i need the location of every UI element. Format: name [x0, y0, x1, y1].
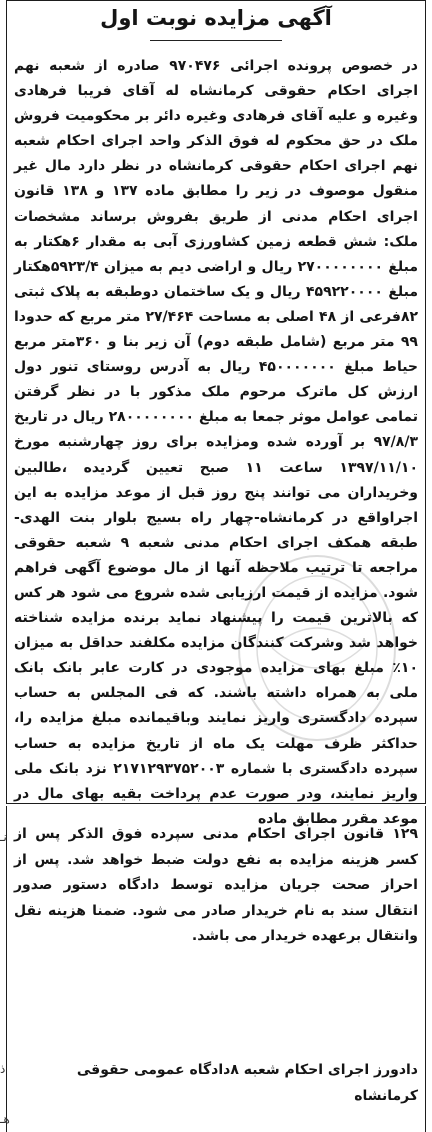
- notice-body: در خصوص پرونده اجرائی ۹۷۰۴۷۶ صادره از شعبه نهم اجرای احکام حقوقی کرمانشاه له آقای فریبا فرهادی وغیره و علیه آقای فرهادی وغیره دائر بر محکومیت فروش ملک در حق محکوم له فوق الذکر واحد اجرای احکام شعبه نهم اجرای احکام حقوقی کرمانشاه در نظر دارد مال غیر منقول موصوف در زیر را مطابق ماده ۱۳۷ و ۱۳۸ قانون اجرای احکام مدنی از طریق بفروش برساند مشخصات ملک: شش قطعه زمین کشاورزی آبی به مقدار ۶هکتار به مبلغ ۲۷۰۰۰۰۰۰۰۰ ریال و اراضی دیم به میزان ۵۹۲۳/۴هکتار مبلغ ۴۵۹۲۲۰۰۰۰ ریال و یک ساختمان دوطبقه به پلاک ثبتی ۸۲فرعی از ۴۸ اصلی به مساحت ۲۷/۴۶۴ متر مربع که حدودا ۹۹ متر مربع (شامل طبقه دوم) آن زیر بنا و ۳۶۰متر مربع حیاط مبلغ ۴۵۰۰۰۰۰۰۰ ریال به آدرس روستای تنور دول ارزش کل ماترک مرحوم ملک مذکور با در نظر گرفتن تمامی عوامل موثر جمعا به مبلغ ۲۸۰۰۰۰۰۰۰۰ ریال در تاریخ ۹۷/۸/۳ بر آورده شده ومزایده برای روز چهارشنبه مورخ ۱۳۹۷/۱۱/۱۰ ساعت ۱۱ صبح تعیین گردیده ،طالبین وخریداران می توانند پنج روز قبل از موعد مزایده به این اجراواقع در کرمانشاه-چهار راه بسیج بلوار بنت الهدی-طبقه همکف اجرای احکام مدنی شعبه ۹ شعبه حقوقی مراجعه تا ترتیب ملاحظه آنها از مال موضوع آگهی فراهم شود. مزایده از قیمت ارزیابی شده شروع می شود هر کس که بالاترین قیمت را پیشنهاد نماید برنده مزایده شناخته خواهد شد وشرکت کنندگان مزایده مکلفند حداقل به میزان ۱۰٪ مبلغ بهای مزایده موجودی در کارت عابر بانک بانک ملی به همراه داشته باشند. که فی المجلس به حساب سپرده دادگستری واریز نمایند وباقیمانده مبلغ مزایده را، حداکثر ظرف مهلت یک ماه از تاریخ مزایده به حساب سپرده دادگستری با شماره ۲۱۷۱۲۹۳۷۵۲۰۰۳ نزد بانک ملی واریز نمایند، ودر صورت عدم پرداخت بقیه بهای مال در موعد مقرر مطابق ماده: [14, 58, 419, 827]
- title-underline: [150, 40, 282, 41]
- notice-body-continued: ۱۲۹ قانون اجرای احکام مدنی سپرده فوق الذکر پس از کسر هزینه مزایده به نفع دولت ضبط خواهد شد. پس از احراز صحت جریان مزایده توسط دادگاه دستور صدور انتقال سند به نام خریدار صادر می شود. ضمنا هزینه نقل وانتقال برعهده خریدار می باشد.: [14, 826, 418, 945]
- notice-signature: دادورز اجرای احکام شعبه ۸دادگاه عمومی حقوقی کرمانشاه: [76, 1062, 418, 1104]
- adjacent-column-fragment: ذ: [0, 1062, 6, 1076]
- adjacent-column-fragment: نـ: [0, 830, 7, 844]
- adjacent-column-fragment: هـ: [0, 1112, 10, 1126]
- notice-title: آگهی مزایده نوبت اول: [100, 6, 332, 30]
